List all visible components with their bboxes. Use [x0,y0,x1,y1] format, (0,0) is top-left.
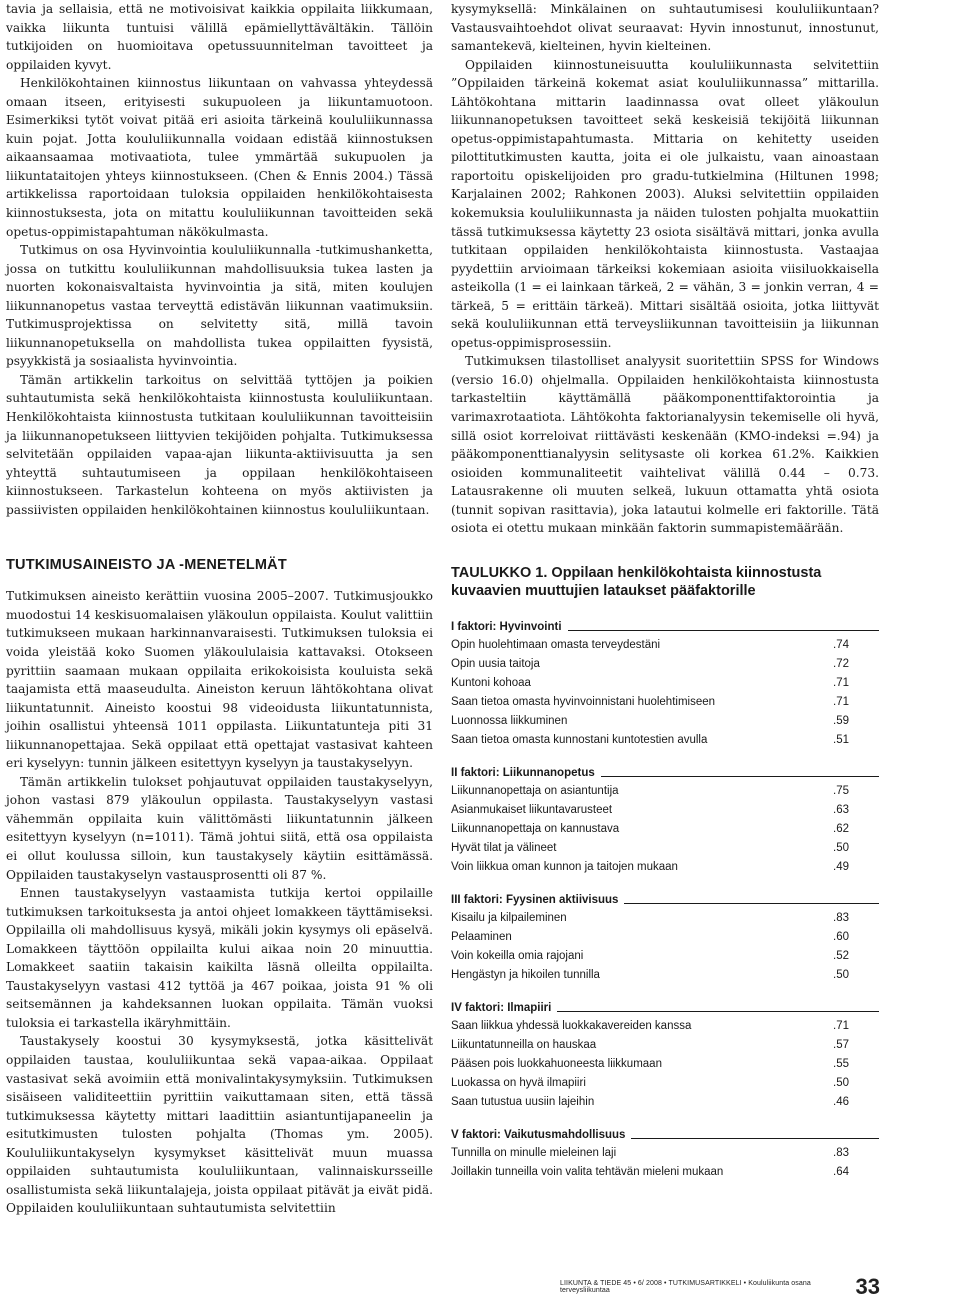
page-number: 33 [855,1274,880,1299]
row-value: .62 [833,822,849,835]
intro-paragraph-3: Tutkimus on osa Hyvinvointia koululiikunnalla -tutkimushanketta, jossa on tutkittu koululiikunnan mahdollisuuksia tukea lasten ja nuorten kokonaisvaltaista hyvinvointia ja sitä, miten koulujen liikunnanopetus vastaa terveyttä edistävän liikunnan vaatimuksiin. Tutkimusprojektissa on selvitetty sitä, millä tavoin liikunnanopetuksella on mahdollista tukea oppilaitten fyysistä, psyykkistä ja sosiaalista hyvinvointia. [6,243,433,369]
factor-block [451,891,879,985]
factor-table [451,618,879,1182]
row-label: Tunnilla on minulle mieleinen laji [451,1146,617,1159]
factor-heading [451,764,879,782]
table-row [451,731,879,750]
row-value: .59 [833,714,849,727]
method-paragraph-2: Tämän artikkelin tulokset pohjautuvat oppilaiden taustakyselyyn, johon vastasi 879 yläkoulun oppilasta. Taustakyselyyn vastasi vähemmän oppilaita kuin välittömästi liikuntatunnin jälkeen esitettyyn kyselyyn (n=1011). Tämä johtui siitä, että osa oppilaista ei ollut koulussa silloin, kun taustakysely käytiin esittämässä. Oppilaiden taustakyselyn vastausprosentti oli 87 %. [6,774,433,882]
page-footer [560,1276,880,1298]
factor-name: I faktori: Hyvinvointi [451,620,562,633]
row-label: Kisailu ja kilpaileminen [451,911,567,924]
table-row [451,1017,879,1036]
intro-paragraph-4: Tämän artikkelin tarkoitus on selvittää tyttöjen ja poikien suhtautumista sekä henkilökohtaista kiinnostusta koululiikuntaan. Henkilökohtaista kiinnostusta tutkitaan koululiikunnan tavoitteisiin ja liikunnanopetukseen liittyvien tekijöiden pohjalta. Tutkimuksessa selvitetään oppilaiden vapaa-ajan liikunta-aktiivisuutta ja sen yhteyttä suhtautumiseen ja oppilaan henkilökohtaiseen kiinnostukseen. Tarkastelun kohteena on myös aktiivisten ja passiivisten oppilaiden henkilökohtainen kiinnostus koululiikuntaan. [6,372,433,517]
table-row [451,655,879,674]
row-label: Asianmukaiset liikuntavarusteet [451,803,613,816]
table-row [451,1036,879,1055]
factor-heading [451,1126,879,1144]
row-value: .51 [833,733,849,746]
table-row [451,1093,879,1112]
right-paragraph-1: kysymyksellä: Minkälainen on suhtautumisesi koululiikuntaan? Vastausvaihtoehdot olivat seuraavat: Hyvin innostunut, innostunut, samantekevä, kielteinen, hyvin kielteinen. [451,2,879,54]
row-value: .75 [833,784,849,797]
table-row [451,928,879,947]
row-value: .74 [833,638,849,651]
row-value: .83 [833,1146,849,1159]
factor-rule [568,630,879,631]
row-value: .49 [833,860,849,873]
row-label: Luonnossa liikkuminen [451,714,568,727]
row-value: .55 [833,1057,849,1070]
factor-heading [451,999,879,1017]
row-label: Saan liikkua yhdessä luokkakavereiden kanssa [451,1019,692,1032]
row-label: Saan tietoa omasta kunnostani kuntotestien avulla [451,733,708,746]
table-row [451,782,879,801]
row-label: Pelaaminen [451,930,512,943]
table-row [451,801,879,820]
factor-rule [624,903,879,904]
factor-name: III faktori: Fyysinen aktiivisuus [451,893,619,906]
row-value: .46 [833,1095,849,1108]
row-label: Liikuntatunneilla on hauskaa [451,1038,597,1051]
footer-text: LIIKUNTA & TIEDE 45 • 6/ 2008 • TUTKIMUSARTIKKELI • Koululiikunta osana terveysliikuntaa [560,1280,811,1294]
factor-heading [451,618,879,636]
factor-heading [451,891,879,909]
method-paragraph-1: Tutkimuksen aineisto kerättiin vuosina 2005–2007. Tutkimusjoukko muodostui 14 keskisuomalaisen yläkoulun oppilaista. Koulut valittiin tutkimukseen mukaan harkinnanvaraisesti. Tutkimuksen tuloksia ei voida yleistää koko Suomen yläkoululaisia kattavaksi. Otokseen pyrittiin saamaan mukaan oppilaita erikokoisista kouluista sekä taajamista että maaseudulta. Aineiston keruun lähtökohtana olivat liikuntatunnit. Aineisto koostui 98 videoidusta liikuntatunnista, joihin osallistui yhteensä 1011 oppilasta. Liikuntatunteja piti 31 liikunnanopettajaa. Sekä oppilaat että opettajat vastasivat kahteen eri kyselyyn: tunnin jälkeen esitettyyn kyselyyn ja taustakyselyyn. [6,589,433,771]
section-heading: TUTKIMUSAINEISTO JA -MENETELMÄT [6,557,287,574]
table-row [451,674,879,693]
row-value: .50 [833,1076,849,1089]
row-value: .52 [833,949,849,962]
factor-name: V faktori: Vaikutusmahdollisuus [451,1128,626,1141]
left-column [6,0,433,1218]
row-label: Opin uusia taitoja [451,657,540,670]
row-label: Hyvät tilat ja välineet [451,841,557,854]
table-row [451,966,879,985]
factor-name: IV faktori: Ilmapiiri [451,1001,552,1014]
table-row [451,1163,879,1182]
row-label: Pääsen pois luokkahuoneesta liikkumaan [451,1057,662,1070]
factor-block [451,618,879,750]
table-row [451,1074,879,1093]
row-value: .63 [833,803,849,816]
row-value: .50 [833,968,849,981]
row-label: Luokassa on hyvä ilmapiiri [451,1076,586,1089]
row-value: .71 [833,695,849,708]
table-title: TAULUKKO 1. Oppilaan henkilökohtaista kiinnostusta kuvaavien muuttujien lataukset pääfaktorille [451,564,822,599]
factor-rule [557,1011,879,1012]
table-row [451,712,879,731]
right-paragraph-2: Oppilaiden kiinnostuneisuutta koululiikunnasta selvitettiin ”Oppilaiden tärkeinä kokemat asiat koululiikunnassa” mittarilla. Lähtökohtana mittarin laadinnassa ovat olleet yläkoulun liikunnanopetuksen tavoitteet sekä keskeisiä tekijöitä liikunnan opetus-oppimistapahtumasta. Mittaria on kehitetty useiden pilottitutkimusten kautta, joita ei ole julkaistu, vaan ainoastaan raportoitu opiskelijoiden pro gradu-tutkielmina (Hiltunen 1998; Karjalainen 2002; Rahkonen 2003). Aluksi selvitettiin oppilaiden kokemuksia koululiikunnasta ja näiden tulosten pohjalta muokattiin tässä tutkimuksessa käytetty 23 osiota sisältävä mittari, jonka avulla tutkitaan oppilaiden henkilökohtaista kiinnostusta. Vastaajaa pyydettiin arvioimaan tärkeiksi kokemiaan asioita viisiluokkaisella asteikolla (1 = ei lainkaan tärkeä, 2 = vähän, 3 = jonkin verran, 4 = tärkeä, 5 = erittäin tärkeä). Mittari sisältää osioita, jotka liittyvät sekä koululiikunnan että terveysliikunnan tavoitteisiin ja liikunnan opetus-oppimisprosessiin. [451,57,879,350]
factor-name: II faktori: Liikunnanopetus [451,766,595,779]
row-label: Saan tutustua uusiin lajeihin [451,1095,595,1108]
factor-rule [631,1138,879,1139]
row-value: .50 [833,841,849,854]
row-value: .83 [833,911,849,924]
table-row [451,1144,879,1163]
row-label: Kuntoni kohoaa [451,676,531,689]
factor-rule [601,776,879,777]
intro-paragraph-2: Henkilökohtainen kiinnostus liikuntaan on vahvassa yhteydessä omaan itseen, erityisesti sukupuoleen ja liikuntamuotoon. Esimerkiksi tytöt voivat pitää eri asioita tärkeinä koululiikunnassa kuin pojat. Jotta koululiikunnalla voidaan edistää kiinnostuksen aikaansaamaa motivaatiota, tulee ymmärtää sukupuolen ja liikuntataitojen yhteys kiinnostukseen. (Chen & Ennis 2004.) Tässä artikkelissa raportoidaan tuloksia oppilaiden henkilökohtaisesta kiinnostuksesta, jota on mitattu koululiikunnan tavoitteiden sekä opetus-oppimistapahtuman näkökulmasta. [6,76,433,239]
row-label: Liikunnanopettaja on asiantuntija [451,784,619,797]
row-value: .64 [833,1165,849,1178]
row-value: .71 [833,676,849,689]
intro-paragraph-1: tavia ja sellaisia, että ne motivoisivat kaikkia oppilaita liikkumaan, vaikka liikunta tuntuisi välillä epämiellyttävältäkin. Tällöin tutkijoiden on huomioitava opetussuunnitelman tavoitteet ja oppilaiden kyvyt. [6,2,433,72]
row-label: Liikunnanopettaja on kannustava [451,822,620,835]
table-row [451,636,879,655]
row-label: Voin liikkua oman kunnon ja taitojen mukaan [451,860,678,873]
row-label: Joillakin tunneilla voin valita tehtävän mieleni mukaan [451,1165,724,1178]
factor-block [451,764,879,877]
row-value: .60 [833,930,849,943]
row-value: .71 [833,1019,849,1032]
right-paragraph-3: Tutkimuksen tilastolliset analyysit suoritettiin SPSS for Windows (versio 16.0) ohjelmalla. Oppilaiden henkilökohtaista kiinnostusta tarkasteltiin käyttämällä pääkomponenttifaktorointia ja varimaxrotaatiota. Lähtökohta faktorianalyysin tekemiselle oli hyvä, sillä osiot korreloivat riittävästi keskenään (KMO-indeksi =.94) ja pääkomponenttianalyysin selitysaste oli korkea 61.2%. Kaikkien osioiden kommunaliteetit vaihtelivat välillä 0.44 – 0.73. Latausrakenne oli muuten selkeä, lukuun ottamatta yhtä osiota (tunnit sopivan rasittavia), joka latautui kolmelle eri faktorille. Tätä osiota ei otettu mukaan minkään faktorin summapistemäärään. [451,354,879,536]
table-row [451,839,879,858]
factor-block [451,999,879,1112]
row-value: .72 [833,657,849,670]
method-paragraph-3: Ennen taustakyselyyn vastaamista tutkija kertoi oppilaille tutkimuksen tarkoituksesta ja antoi ohjeet lomakkeen täyttämiseksi. Oppilailla oli mahdollisuus kysyä, mikäli jokin kysymys oli epäselvä. Lomakkeen täyttöön oppilailta kului aikaa noin 20 minuuttia. Lomakkeet saatiin takaisin kaikilta läsnä olleilta oppilailta. Taustakyselyyn vastasi 412 tyttöä ja 467 poikaa, joista 91 % oli seitsemännen ja kahdeksannen luokan oppilaita. Tämän vuoksi tuloksia ei tarkastella ikäryhmittäin. [6,886,433,1030]
row-label: Saan tietoa omasta hyvinvoinnistani huolehtimiseen [451,695,716,708]
table-row [451,693,879,712]
table-row [451,909,879,928]
row-value: .57 [833,1038,849,1051]
row-label: Hengästyn ja hikoilen tunnilla [451,968,600,981]
table-row [451,858,879,877]
row-label: Voin kokeilla omia rajojani [451,949,584,962]
table-row [451,947,879,966]
method-paragraph-4: Taustakysely koostui 30 kysymyksestä, jotka käsittelivät oppilaiden taustaa, koululiikuntaa sekä vapaa-aikaa. Oppilaat vastasivat sekä avoimiin että monivalintakysymyksiin. Tutkimuksen sisäiseen validiteettiin pyrittiin vaikuttamaan siten, että tässä tutkimuksessa käytetty mittari laadittiin asiantuntijapaneelin ja esitutkimusten tulosten pohjalta (Thomas ym. 2005). Koululiikuntakyselyn kysymykset käsittelivät muun muassa oppilaiden suhtautumista koululiikuntaan, valinnaiskursseille osallistumista sekä liikuntalajeja, joista oppilaat pitävät ja eivät pidä. Oppilaiden koululiikuntaan suhtautumista selvitettiin [6,1034,433,1216]
factor-block [451,1126,879,1182]
table-row [451,820,879,839]
table-row [451,1055,879,1074]
row-label: Opin huolehtimaan omasta terveydestäni [451,638,661,651]
right-column [451,0,879,1196]
